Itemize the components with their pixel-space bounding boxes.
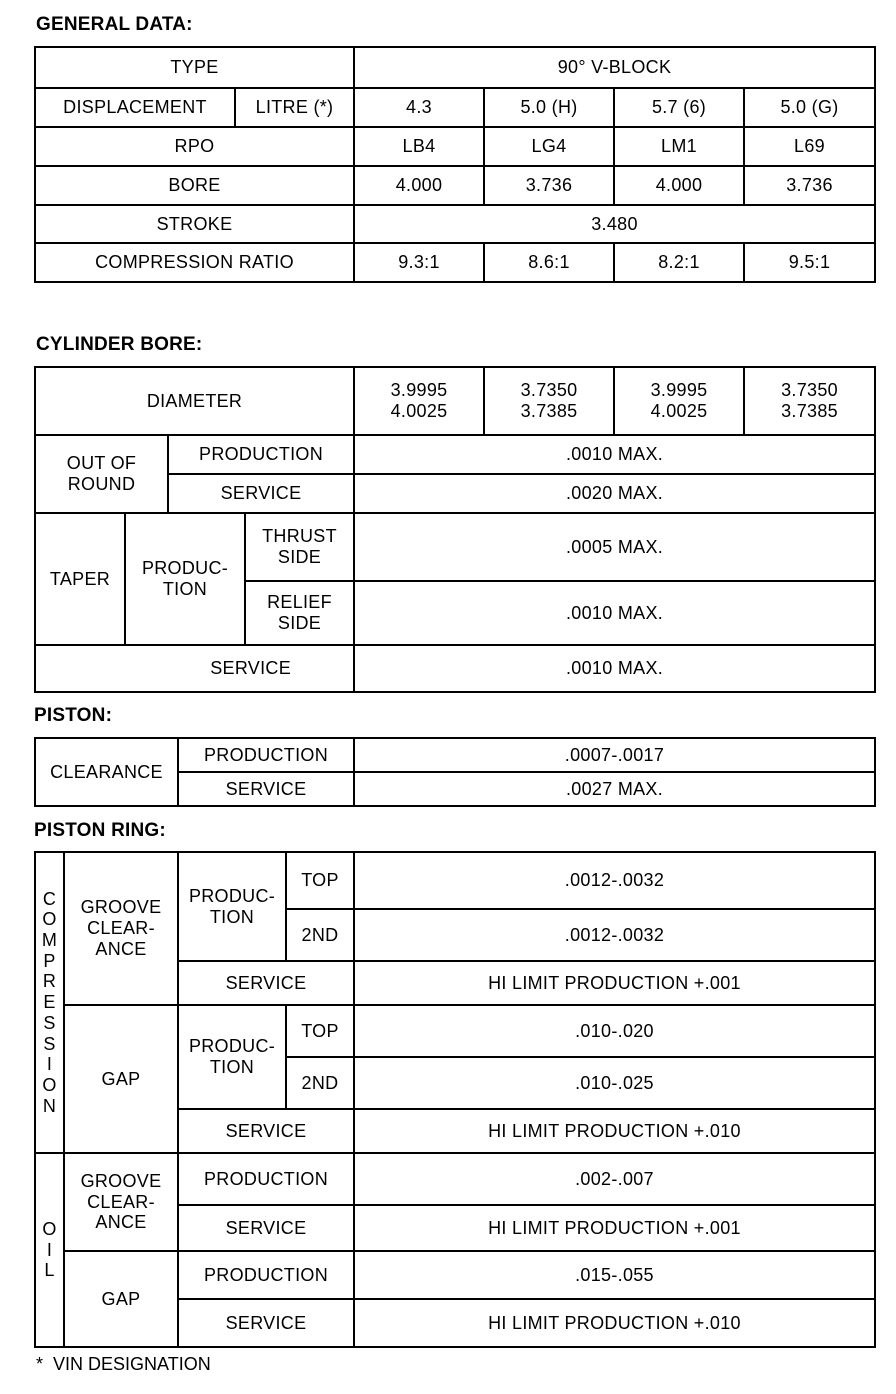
stroke-value: 3.480 (354, 205, 875, 243)
vin-designation-footnote: * VIN DESIGNATION (36, 1354, 211, 1374)
displacement-value: 5.7 (6) (614, 88, 744, 127)
compression-ratio-row (35, 243, 875, 282)
top-label: TOP (286, 1005, 354, 1057)
compression-letter: C (42, 888, 57, 909)
comp-gap-top-row (35, 1005, 875, 1057)
stroke-label: STROKE (35, 205, 354, 243)
piston-ring-heading: PISTON RING: (34, 820, 166, 841)
oil-vertical-label (35, 1153, 64, 1347)
thrust-side-label: THRUST SIDE (245, 513, 354, 581)
comp-gap-2nd-value: .010-.025 (354, 1057, 875, 1109)
production-label: PRODUCTION (178, 1251, 354, 1299)
taper-service-row (35, 645, 875, 692)
comp-groove-top-row (35, 852, 875, 909)
diameter-max: 4.0025 (650, 401, 708, 421)
taper-service-value: .0010 MAX. (354, 645, 875, 692)
displacement-value: 5.0 (G) (744, 88, 875, 127)
oor-service-value: .0020 MAX. (354, 474, 875, 513)
comp-groove-production-label: PRODUC- TION (178, 852, 286, 961)
stroke-row (35, 205, 875, 243)
comp-gap-production-label: PRODUC- TION (178, 1005, 286, 1109)
diameter-min: 3.9995 (650, 380, 708, 401)
compression-ratio-value: 9.5:1 (744, 243, 875, 282)
piston-ring-table (34, 851, 876, 1348)
piston-production-row (35, 738, 875, 772)
diameter-max: 3.7385 (781, 401, 838, 421)
taper-thrust-value: .0005 MAX. (354, 513, 875, 581)
bore-value: 4.000 (354, 166, 484, 205)
production-label: PRODUCTION (178, 1153, 354, 1205)
oil-gap-label: GAP (64, 1251, 178, 1347)
diameter-value (484, 367, 614, 435)
displacement-value: 5.0 (H) (484, 88, 614, 127)
service-label: SERVICE (178, 1109, 354, 1153)
piston-service-value: .0027 MAX. (354, 772, 875, 806)
service-label: SERVICE (178, 961, 354, 1005)
rpo-value: L69 (744, 127, 875, 166)
compression-letter: P (43, 950, 56, 971)
compression-letter: I (46, 1054, 53, 1075)
bore-label: BORE (35, 166, 354, 205)
relief-side-label: RELIEF SIDE (245, 581, 354, 645)
taper-production-label: PRODUC- TION (125, 513, 245, 645)
cylinder-bore-table (34, 366, 876, 693)
oil-letter: L (44, 1260, 55, 1281)
general-data-table (34, 46, 876, 283)
oil-letter: I (46, 1239, 53, 1260)
comp-gap-service-value: HI LIMIT PRODUCTION +.010 (354, 1109, 875, 1153)
compression-vertical-label (35, 852, 64, 1153)
service-label: SERVICE (178, 772, 354, 806)
bore-value: 4.000 (614, 166, 744, 205)
bore-value: 3.736 (744, 166, 875, 205)
taper-service-label: SERVICE (35, 645, 354, 692)
comp-groove-clearance-label: GROOVE CLEAR- ANCE (64, 852, 178, 1005)
type-value: 90° V-BLOCK (354, 47, 875, 88)
compression-ratio-value: 8.2:1 (614, 243, 744, 282)
comp-gap-top-value: .010-.020 (354, 1005, 875, 1057)
service-label: SERVICE (178, 1299, 354, 1347)
diameter-max: 4.0025 (390, 401, 448, 421)
compression-letter: S (43, 1033, 56, 1054)
compression-letter: N (42, 1095, 57, 1116)
comp-gap-label: GAP (64, 1005, 178, 1153)
compression-letter: S (43, 1012, 56, 1033)
displacement-label: DISPLACEMENT (35, 88, 235, 127)
oil-gap-production-row (35, 1251, 875, 1299)
taper-thrust-row (35, 513, 875, 581)
oil-letter: O (42, 1218, 57, 1239)
production-label: PRODUCTION (168, 435, 354, 474)
comp-groove-top-value: .0012-.0032 (354, 852, 875, 909)
out-of-round-production-row (35, 435, 875, 474)
oil-gap-production-value: .015-.055 (354, 1251, 875, 1299)
compression-letter: E (43, 992, 56, 1013)
type-label: TYPE (35, 47, 354, 88)
diameter-min: 3.7350 (781, 380, 838, 401)
diameter-value (354, 367, 484, 435)
second-label: 2ND (286, 909, 354, 961)
displacement-row (35, 88, 875, 127)
general-data-heading: GENERAL DATA: (36, 14, 193, 35)
bore-value: 3.736 (484, 166, 614, 205)
piston-production-value: .0007-.0017 (354, 738, 875, 772)
compression-ratio-value: 9.3:1 (354, 243, 484, 282)
comp-groove-service-value: HI LIMIT PRODUCTION +.001 (354, 961, 875, 1005)
diameter-row (35, 367, 875, 435)
oil-groove-production-value: .002-.007 (354, 1153, 875, 1205)
service-label: SERVICE (168, 474, 354, 513)
rpo-value: LB4 (354, 127, 484, 166)
out-of-round-label: OUT OF ROUND (35, 435, 168, 513)
compression-ratio-label: COMPRESSION RATIO (35, 243, 354, 282)
rpo-value: LG4 (484, 127, 614, 166)
diameter-min: 3.9995 (390, 380, 448, 401)
piston-table (34, 737, 876, 807)
cylinder-bore-heading: CYLINDER BORE: (36, 334, 203, 355)
type-row (35, 47, 875, 88)
taper-label: TAPER (35, 513, 125, 645)
top-label: TOP (286, 852, 354, 909)
comp-groove-2nd-value: .0012-.0032 (354, 909, 875, 961)
compression-letter: R (42, 971, 57, 992)
compression-letter: O (42, 909, 57, 930)
oor-production-value: .0010 MAX. (354, 435, 875, 474)
taper-relief-value: .0010 MAX. (354, 581, 875, 645)
oil-gap-service-value: HI LIMIT PRODUCTION +.010 (354, 1299, 875, 1347)
oil-groove-production-row (35, 1153, 875, 1205)
production-label: PRODUCTION (178, 738, 354, 772)
second-label: 2ND (286, 1057, 354, 1109)
diameter-max: 3.7385 (520, 401, 578, 421)
rpo-value: LM1 (614, 127, 744, 166)
diameter-value (744, 367, 875, 435)
oil-groove-clearance-label: GROOVE CLEAR- ANCE (64, 1153, 178, 1251)
litre-label: LITRE (*) (235, 88, 354, 127)
rpo-label: RPO (35, 127, 354, 166)
oil-groove-service-value: HI LIMIT PRODUCTION +.001 (354, 1205, 875, 1251)
service-label: SERVICE (178, 1205, 354, 1251)
bore-row (35, 166, 875, 205)
piston-heading: PISTON: (34, 705, 113, 726)
diameter-min: 3.7350 (520, 380, 578, 401)
diameter-value (614, 367, 744, 435)
rpo-row (35, 127, 875, 166)
compression-letter: M (41, 930, 58, 951)
clearance-label: CLEARANCE (35, 738, 178, 806)
diameter-label: DIAMETER (35, 367, 354, 435)
compression-letter: O (42, 1074, 57, 1095)
displacement-value: 4.3 (354, 88, 484, 127)
compression-ratio-value: 8.6:1 (484, 243, 614, 282)
